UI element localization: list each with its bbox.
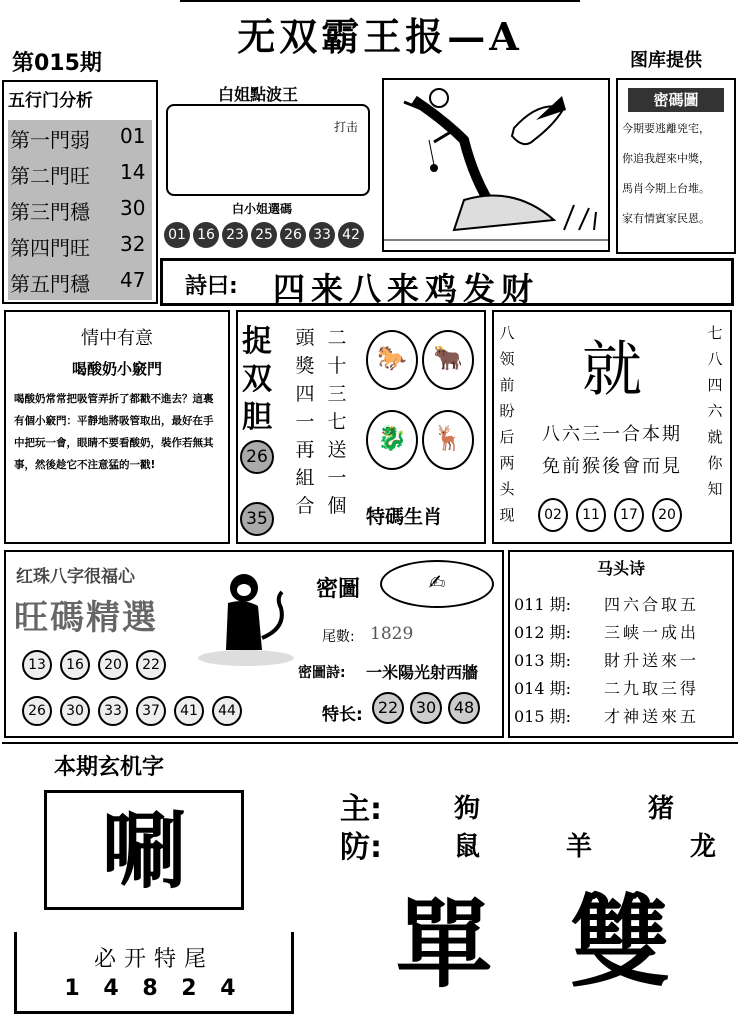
hongzhu-balls-row2 bbox=[22, 696, 252, 728]
baijie-box bbox=[166, 104, 370, 196]
techang-ball: 22 bbox=[372, 692, 404, 724]
matou-row-issue: 013 期: bbox=[514, 651, 572, 670]
matou-panel bbox=[508, 550, 734, 738]
qingzhong-title: 情中有意 bbox=[81, 328, 153, 349]
matou-row bbox=[514, 674, 730, 700]
wuxing-row-num: 32 bbox=[120, 232, 146, 256]
jiu-ball: 02 bbox=[538, 498, 568, 532]
matou-row-issue: 012 期: bbox=[514, 623, 572, 642]
wuxing-row bbox=[8, 264, 152, 298]
wuxing-row-num: 47 bbox=[120, 268, 146, 292]
qingzhong-body: 喝酸奶常常把吸管弄折了都戳不進去？這裏有個小竅門：平靜地將吸管取出，最好在手中把玩一會，眼睛不要看酸奶，裝作若無其事，然後趁它不注意猛的一戳! bbox=[14, 393, 214, 471]
hongzhu-ball: 26 bbox=[22, 696, 52, 726]
matou-row-text: 二九取三得 bbox=[604, 679, 700, 698]
mitushi-value: 一米陽光射西牆 bbox=[366, 663, 479, 682]
jiu-ball: 20 bbox=[652, 498, 682, 532]
zhuo-col-1: 頭獎四一再組合 bbox=[295, 327, 315, 517]
matou-row-text: 財升送來一 bbox=[604, 651, 700, 670]
provider-label: 图库提供 bbox=[630, 50, 702, 71]
techang-ball: 30 bbox=[410, 692, 442, 724]
secret-code-title: 密碼圖 bbox=[628, 88, 724, 112]
jiu-balls bbox=[538, 498, 688, 532]
hongzhu-balls-row1 bbox=[22, 650, 182, 682]
fang-value-2: 羊 bbox=[566, 832, 593, 862]
baijie-ball: 42 bbox=[338, 222, 364, 248]
secret-code-line: 你追我趕來中獎， bbox=[622, 152, 710, 165]
techang-ball: 48 bbox=[448, 692, 480, 724]
secret-code-line: 今期要逃離兇宅， bbox=[622, 122, 710, 135]
xuanji-char-box bbox=[44, 790, 244, 910]
jiu-big-char: 就 bbox=[582, 335, 642, 405]
matou-row bbox=[514, 590, 730, 616]
issue-number: 第015期 bbox=[12, 51, 102, 76]
shuang-char: 雙 bbox=[570, 883, 670, 1001]
wuxing-row-label: 第二門旺 bbox=[10, 164, 90, 188]
hongzhu-ball: 41 bbox=[174, 696, 204, 726]
wuxing-panel bbox=[2, 80, 158, 304]
matou-title: 马头诗 bbox=[596, 559, 645, 578]
jiu-left-col: 八领前盼后两头现 bbox=[499, 324, 515, 524]
bikai-value: 1 4 8 2 4 bbox=[64, 976, 244, 1001]
zhu-value-1: 狗 bbox=[454, 794, 481, 824]
matou-row-text: 三峡一成出 bbox=[604, 623, 700, 642]
page-title: 无双霸王报—A bbox=[237, 14, 523, 59]
matou-row-text: 才神送來五 bbox=[604, 707, 700, 726]
poem-text: 四来八来鸡发财 bbox=[273, 270, 540, 308]
horse-icon: 🐎 bbox=[366, 330, 418, 390]
jiu-right-col: 七八四六就你知 bbox=[707, 324, 723, 498]
hongzhu-ball: 37 bbox=[136, 696, 166, 726]
wuxing-row bbox=[8, 192, 152, 226]
dragon-icon: 🐉 bbox=[366, 410, 418, 470]
hongzhu-title: 红珠八字很福心 bbox=[16, 567, 135, 587]
matou-row bbox=[514, 646, 730, 672]
fang-value-1: 鼠 bbox=[454, 832, 481, 862]
wuxing-row-label: 第四門旺 bbox=[10, 236, 90, 260]
wuxing-row-label: 第一門弱 bbox=[10, 128, 90, 152]
fang-value-3: 龙 bbox=[690, 832, 717, 862]
bikai-label: 必开特尾 bbox=[93, 947, 214, 972]
mitu-signature-icon: ✍ bbox=[380, 560, 494, 608]
zhuo-title-char: 双 bbox=[242, 362, 272, 397]
jiu-line-2: 免前猴後會而見 bbox=[542, 456, 682, 477]
baijie-ball: 01 bbox=[164, 222, 190, 248]
baijie-title: 白姐點波王 bbox=[218, 85, 299, 104]
wuxing-row bbox=[8, 228, 152, 262]
jiu-panel bbox=[492, 310, 732, 544]
techang-balls bbox=[372, 692, 492, 726]
fang-label: 防: bbox=[340, 830, 382, 865]
weishu-label: 尾數: bbox=[322, 629, 355, 645]
hongzhu-ball: 16 bbox=[60, 650, 90, 680]
bird-branch-icon bbox=[384, 80, 608, 250]
xuanji-title: 本期玄机字 bbox=[54, 755, 165, 780]
hongzhu-big-title: 旺碼精選 bbox=[14, 598, 158, 638]
weishu-value: 1829 bbox=[370, 624, 414, 644]
qingzhong-panel bbox=[4, 310, 230, 544]
matou-row-issue: 011 期: bbox=[514, 595, 572, 614]
header-frame bbox=[180, 0, 580, 2]
xuanji-frame bbox=[2, 742, 738, 744]
zhu-value-2: 猪 bbox=[648, 794, 675, 824]
bikai-box bbox=[14, 932, 294, 1014]
zhuo-caption: 特碼生肖 bbox=[366, 506, 443, 528]
jiu-ball: 17 bbox=[614, 498, 644, 532]
baijie-ball: 33 bbox=[309, 222, 335, 248]
hongzhu-ball: 20 bbox=[98, 650, 128, 680]
jiu-line-1: 八六三一合本期 bbox=[542, 424, 682, 445]
hongzhu-ball: 33 bbox=[98, 696, 128, 726]
zhuoshuangdan-panel bbox=[236, 310, 486, 544]
secret-code-line: 馬肖今期上台堆。 bbox=[622, 182, 710, 195]
matou-row-text: 四六合取五 bbox=[604, 595, 700, 614]
zodiac-animals bbox=[366, 330, 482, 490]
wuxing-row-num: 01 bbox=[120, 124, 146, 148]
bird-illustration bbox=[382, 78, 610, 252]
poem-label: 詩曰: bbox=[185, 274, 238, 299]
jiu-ball: 11 bbox=[576, 498, 606, 532]
hongzhu-ball: 44 bbox=[212, 696, 242, 726]
zhu-label: 主: bbox=[340, 792, 382, 827]
wuxing-title: 五行门分析 bbox=[8, 91, 93, 111]
hongzhu-ball: 22 bbox=[136, 650, 166, 680]
poem-bar bbox=[160, 258, 734, 306]
ox-icon: 🐂 bbox=[422, 330, 474, 390]
wuxing-table bbox=[8, 120, 152, 300]
qingzhong-subtitle: 喝酸奶小竅門 bbox=[71, 360, 162, 378]
mitushi-label: 密圖詩: bbox=[298, 665, 346, 681]
zhuo-num-1: 26 bbox=[240, 440, 274, 474]
secret-code-panel bbox=[616, 78, 736, 254]
zhuo-title-char: 胆 bbox=[242, 400, 272, 435]
deer-icon: 🦌 bbox=[422, 410, 474, 470]
wuxing-row bbox=[8, 156, 152, 190]
xuanji-char: 唰 bbox=[101, 802, 186, 900]
monkey-icon bbox=[196, 558, 296, 668]
matou-row-issue: 015 期: bbox=[514, 707, 572, 726]
wuxing-row bbox=[8, 120, 152, 154]
matou-row bbox=[514, 702, 730, 728]
baijie-ball: 25 bbox=[251, 222, 277, 248]
baijie-ball: 23 bbox=[222, 222, 248, 248]
zhuo-col-2: 二十三七送一個 bbox=[327, 327, 347, 517]
baijie-note: 打击 bbox=[333, 120, 358, 134]
zhuo-title-char: 捉 bbox=[242, 324, 272, 359]
wuxing-row-num: 30 bbox=[120, 196, 146, 220]
hongzhu-ball: 13 bbox=[22, 650, 52, 680]
baijie-ball: 16 bbox=[193, 222, 219, 248]
monkey-illustration bbox=[196, 558, 296, 668]
baijie-balls bbox=[164, 222, 380, 250]
techang-label: 特长: bbox=[322, 705, 363, 725]
hongzhu-panel bbox=[4, 550, 504, 738]
wuxing-row-label: 第三門穩 bbox=[10, 200, 90, 224]
dan-char: 單 bbox=[396, 888, 492, 1001]
baijie-ball: 26 bbox=[280, 222, 306, 248]
wuxing-row-num: 14 bbox=[120, 160, 146, 184]
mitu-label: 密圖 bbox=[316, 577, 361, 602]
secret-code-line: 家有情賓家民恩。 bbox=[622, 212, 710, 225]
baijie-sub-title: 白小姐選碼 bbox=[232, 202, 293, 216]
zhuo-num-2: 35 bbox=[240, 502, 274, 536]
matou-row-issue: 014 期: bbox=[514, 679, 572, 698]
wuxing-row-label: 第五門穩 bbox=[10, 272, 90, 296]
hongzhu-ball: 30 bbox=[60, 696, 90, 726]
matou-row bbox=[514, 618, 730, 644]
